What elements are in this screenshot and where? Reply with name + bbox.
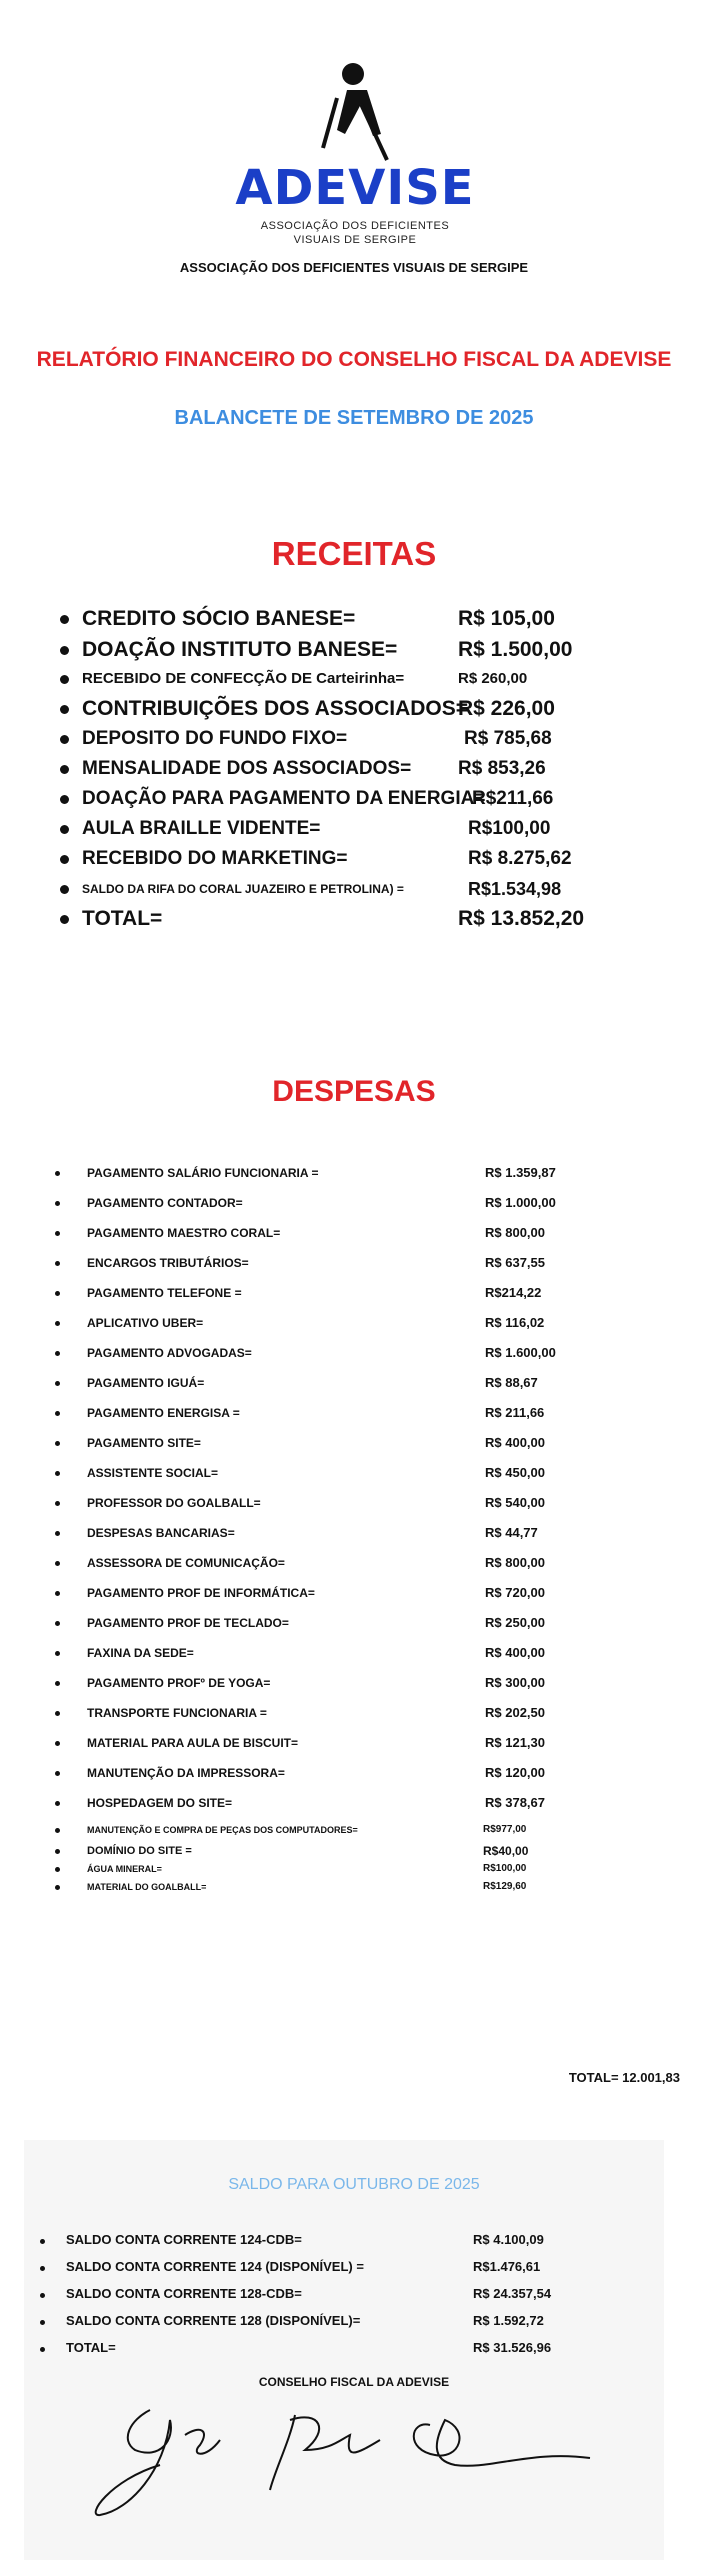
report-title: RELATÓRIO FINANCEIRO DO CONSELHO FISCAL DA ADEVISE <box>36 348 672 371</box>
despesa-label: PAGAMENTO PROF DE INFORMÁTICA= <box>87 1586 315 1600</box>
receita-value: R$ 260,00 <box>458 670 528 687</box>
receita-label: TOTAL= <box>82 907 163 930</box>
despesas-total: TOTAL= 12.001,83 <box>568 2070 680 2085</box>
despesa-label: MANUTENÇÃO E COMPRA DE PEÇAS DOS COMPUTADORES= <box>87 1825 358 1835</box>
bullet-icon <box>55 1867 60 1872</box>
receita-value: R$ 13.852,20 <box>458 907 585 930</box>
despesa-value: R$129,60 <box>483 1881 527 1892</box>
receita-row <box>60 814 700 844</box>
despesa-label: ÁGUA MINERAL= <box>87 1864 162 1874</box>
receita-value: R$ 226,00 <box>458 697 555 720</box>
despesa-value: R$214,22 <box>485 1285 542 1300</box>
despesa-row <box>55 1248 615 1278</box>
receita-value: R$ 1.500,00 <box>458 638 573 661</box>
receita-label: CONTRIBUIÇÕES DOS ASSOCIADOS= <box>82 697 469 720</box>
saldo-label: SALDO CONTA CORRENTE 128 (DISPONÍVEL)= <box>66 2313 361 2328</box>
despesa-value: R$ 300,00 <box>485 1675 545 1690</box>
despesa-label: DESPESAS BANCARIAS= <box>87 1526 235 1540</box>
bullet-icon <box>55 1741 60 1746</box>
saldo-label: SALDO CONTA CORRENTE 124 (DISPONÍVEL) = <box>66 2259 364 2274</box>
despesa-row <box>55 1338 615 1368</box>
despesa-label: PAGAMENTO IGUÁ= <box>87 1376 205 1390</box>
bullet-icon <box>60 765 69 774</box>
despesa-value: R$ 800,00 <box>485 1225 545 1240</box>
despesa-label: MATERIAL PARA AULA DE BISCUIT= <box>87 1736 299 1750</box>
despesa-value: R$ 211,66 <box>485 1405 545 1420</box>
despesa-label: MATERIAL DO GOALBALL= <box>87 1882 207 1892</box>
receita-row <box>60 604 700 634</box>
despesa-row <box>55 1698 615 1728</box>
bullet-icon <box>60 795 69 804</box>
despesa-row <box>55 1518 615 1548</box>
despesa-label: TRANSPORTE FUNCIONARIA = <box>87 1706 267 1720</box>
despesa-row <box>55 1578 615 1608</box>
despesa-value: R$ 88,67 <box>485 1375 538 1390</box>
despesa-row <box>55 1788 615 1818</box>
bullet-icon <box>55 1849 60 1854</box>
saldo-row <box>40 2282 620 2309</box>
despesas-list <box>55 1158 615 1896</box>
bullet-icon <box>55 1561 60 1566</box>
bullet-icon <box>60 885 69 894</box>
despesa-value: R$ 202,50 <box>485 1705 545 1720</box>
receita-label: DEPOSITO DO FUNDO FIXO= <box>82 728 348 749</box>
walking-person-cane-icon <box>315 62 395 162</box>
despesa-row <box>55 1728 615 1758</box>
despesa-value: R$ 720,00 <box>485 1585 545 1600</box>
despesa-label: FAXINA DA SEDE= <box>87 1646 194 1660</box>
saldo-value: R$ 1.592,72 <box>473 2313 544 2328</box>
receita-label: DOAÇÃO PARA PAGAMENTO DA ENERGIA= <box>82 788 486 809</box>
bullet-icon <box>55 1231 60 1236</box>
receita-row <box>60 904 700 934</box>
saldo-value: R$ 24.357,54 <box>473 2286 552 2301</box>
despesa-row <box>55 1818 615 1842</box>
despesa-label: APLICATIVO UBER= <box>87 1316 204 1330</box>
receita-row <box>60 754 700 784</box>
despesa-row <box>55 1368 615 1398</box>
saldo-row <box>40 2309 620 2336</box>
despesa-row <box>55 1428 615 1458</box>
despesa-row <box>55 1188 615 1218</box>
receita-value: R$ 853,26 <box>458 758 546 779</box>
receita-label: RECEBIDO DO MARKETING= <box>82 848 348 869</box>
receita-row <box>60 874 700 904</box>
saldo-label: SALDO CONTA CORRENTE 128-CDB= <box>66 2286 302 2301</box>
bullet-icon <box>55 1591 60 1596</box>
bullet-icon <box>55 1711 60 1716</box>
despesa-row <box>55 1218 615 1248</box>
bullet-icon <box>55 1531 60 1536</box>
despesa-row <box>55 1608 615 1638</box>
despesa-row <box>55 1398 615 1428</box>
bullet-icon <box>55 1828 60 1833</box>
receita-value: R$211,66 <box>472 788 554 809</box>
saldo-row <box>40 2228 620 2255</box>
receita-value: R$ 105,00 <box>458 607 555 630</box>
bullet-icon <box>55 1261 60 1266</box>
despesa-value: R$100,00 <box>483 1863 527 1874</box>
despesa-row <box>55 1308 615 1338</box>
receita-label: SALDO DA RIFA DO CORAL JUAZEIRO E PETROLINA) = <box>82 882 404 896</box>
despesa-value: R$ 1.000,00 <box>485 1195 556 1210</box>
despesa-value: R$ 44,77 <box>485 1525 538 1540</box>
despesa-label: PAGAMENTO TELEFONE = <box>87 1286 242 1300</box>
despesa-label: HOSPEDAGEM DO SITE= <box>87 1796 233 1810</box>
bullet-icon <box>40 2293 45 2298</box>
bullet-icon <box>60 675 69 684</box>
despesa-label: MANUTENÇÃO DA IMPRESSORA= <box>87 1766 285 1780</box>
bullet-icon <box>55 1771 60 1776</box>
logo-subtitle-line1: ASSOCIAÇÃO DOS DEFICIENTES <box>260 220 450 232</box>
bullet-icon <box>60 855 69 864</box>
bullet-icon <box>55 1351 60 1356</box>
bullet-icon <box>55 1171 60 1176</box>
receita-value: R$100,00 <box>468 818 551 839</box>
receita-row <box>60 693 700 724</box>
despesa-label: ASSISTENTE SOCIAL= <box>87 1466 219 1480</box>
receita-value: R$1.534,98 <box>468 879 562 899</box>
bullet-icon <box>40 2266 45 2271</box>
handwritten-signatures <box>90 2380 610 2530</box>
receita-label: MENSALIDADE DOS ASSOCIADOS= <box>82 758 412 779</box>
saldo-value: R$ 31.526,96 <box>473 2340 552 2355</box>
bullet-icon <box>40 2239 45 2244</box>
saldo-value: R$1.476,61 <box>473 2259 541 2274</box>
saldo-row <box>40 2336 620 2363</box>
bullet-icon <box>60 705 69 714</box>
bullet-icon <box>55 1501 60 1506</box>
bullet-icon <box>60 825 69 834</box>
despesa-row <box>55 1758 615 1788</box>
saldo-list <box>40 2228 620 2363</box>
adevise-logo <box>230 62 480 272</box>
despesa-label: ENCARGOS TRIBUTÁRIOS= <box>87 1256 249 1270</box>
bullet-icon <box>55 1651 60 1656</box>
despesa-value: R$ 400,00 <box>485 1435 545 1450</box>
receita-row <box>60 665 700 693</box>
bullet-icon <box>55 1621 60 1626</box>
receita-value: R$ 8.275,62 <box>468 848 572 869</box>
bullet-icon <box>55 1381 60 1386</box>
despesa-label: PAGAMENTO ENERGISA = <box>87 1406 240 1420</box>
saldo-heading: SALDO PARA OUTUBRO DE 2025 <box>228 2176 480 2193</box>
bullet-icon <box>60 915 69 924</box>
receita-label: DOAÇÃO INSTITUTO BANESE= <box>82 638 398 661</box>
signature-caption: CONSELHO FISCAL DA ADEVISE <box>258 2375 450 2389</box>
despesa-label: PAGAMENTO MAESTRO CORAL= <box>87 1226 281 1240</box>
bullet-icon <box>55 1801 60 1806</box>
receitas-list <box>60 604 700 934</box>
bullet-icon <box>40 2347 45 2352</box>
despesa-label: PAGAMENTO PROF DE TECLADO= <box>87 1616 289 1630</box>
despesa-label: PAGAMENTO SITE= <box>87 1436 201 1450</box>
bullet-icon <box>60 646 69 655</box>
saldo-label: TOTAL= <box>66 2340 116 2355</box>
logo-wordmark: ADEVISE <box>235 160 475 216</box>
organization-name: ASSOCIAÇÃO DOS DEFICIENTES VISUAIS DE SERGIPE <box>179 260 529 275</box>
despesa-row <box>55 1458 615 1488</box>
despesa-value: R$ 120,00 <box>485 1765 545 1780</box>
despesa-row <box>55 1638 615 1668</box>
bullet-icon <box>60 615 69 624</box>
bullet-icon <box>55 1291 60 1296</box>
despesa-value: R$ 378,67 <box>485 1795 545 1810</box>
logo-subtitle-line2: VISUAIS DE SERGIPE <box>293 234 417 246</box>
saldo-label: SALDO CONTA CORRENTE 124-CDB= <box>66 2232 302 2247</box>
despesa-label: PAGAMENTO PROFº DE YOGA= <box>87 1676 271 1690</box>
bullet-icon <box>55 1201 60 1206</box>
despesa-label: PAGAMENTO ADVOGADAS= <box>87 1346 252 1360</box>
receitas-heading: RECEITAS <box>271 535 437 572</box>
despesa-value: R$ 450,00 <box>485 1465 545 1480</box>
despesa-row <box>55 1860 615 1878</box>
bullet-icon <box>40 2320 45 2325</box>
despesa-value: R$ 800,00 <box>485 1555 545 1570</box>
bullet-icon <box>55 1411 60 1416</box>
despesa-row <box>55 1842 615 1860</box>
despesa-label: PROFESSOR DO GOALBALL= <box>87 1496 261 1510</box>
saldo-row <box>40 2255 620 2282</box>
despesa-label: PAGAMENTO SALÁRIO FUNCIONARIA = <box>87 1166 319 1180</box>
despesa-value: R$ 250,00 <box>485 1615 545 1630</box>
despesa-row <box>55 1548 615 1578</box>
receita-row <box>60 724 700 754</box>
despesa-row <box>55 1158 615 1188</box>
receita-label: AULA BRAILLE VIDENTE= <box>82 818 321 839</box>
despesas-heading: DESPESAS <box>272 1075 436 1108</box>
despesa-row <box>55 1488 615 1518</box>
despesa-value: R$ 400,00 <box>485 1645 545 1660</box>
receita-row <box>60 784 700 814</box>
despesa-value: R$977,00 <box>483 1824 527 1835</box>
balance-title: BALANCETE DE SETEMBRO DE 2025 <box>174 407 534 429</box>
receita-value: R$ 785,68 <box>464 728 552 749</box>
bullet-icon <box>55 1441 60 1446</box>
despesa-label: DOMÍNIO DO SITE = <box>87 1845 192 1857</box>
despesa-value: R$ 1.600,00 <box>485 1345 556 1360</box>
bullet-icon <box>55 1321 60 1326</box>
bullet-icon <box>55 1681 60 1686</box>
despesa-label: PAGAMENTO CONTADOR= <box>87 1196 243 1210</box>
despesa-value: R$ 1.359,87 <box>485 1165 556 1180</box>
despesa-row <box>55 1668 615 1698</box>
bullet-icon <box>55 1885 60 1890</box>
receita-row <box>60 844 700 874</box>
despesa-value: R$ 121,30 <box>485 1735 545 1750</box>
bullet-icon <box>60 735 69 744</box>
despesa-value: R$ 116,02 <box>485 1315 545 1330</box>
despesa-label: ASSESSORA DE COMUNICAÇÃO= <box>87 1556 285 1570</box>
despesa-row <box>55 1878 615 1896</box>
receita-label: CREDITO SÓCIO BANESE= <box>82 607 356 630</box>
saldo-value: R$ 4.100,09 <box>473 2232 544 2247</box>
receita-row <box>60 634 700 665</box>
despesa-row <box>55 1278 615 1308</box>
despesa-value: R$ 540,00 <box>485 1495 545 1510</box>
despesa-value: R$ 637,55 <box>485 1255 545 1270</box>
receita-label: RECEBIDO DE CONFECÇÃO DE Carteirinha= <box>82 670 405 687</box>
despesa-value: R$40,00 <box>483 1844 529 1858</box>
bullet-icon <box>55 1471 60 1476</box>
